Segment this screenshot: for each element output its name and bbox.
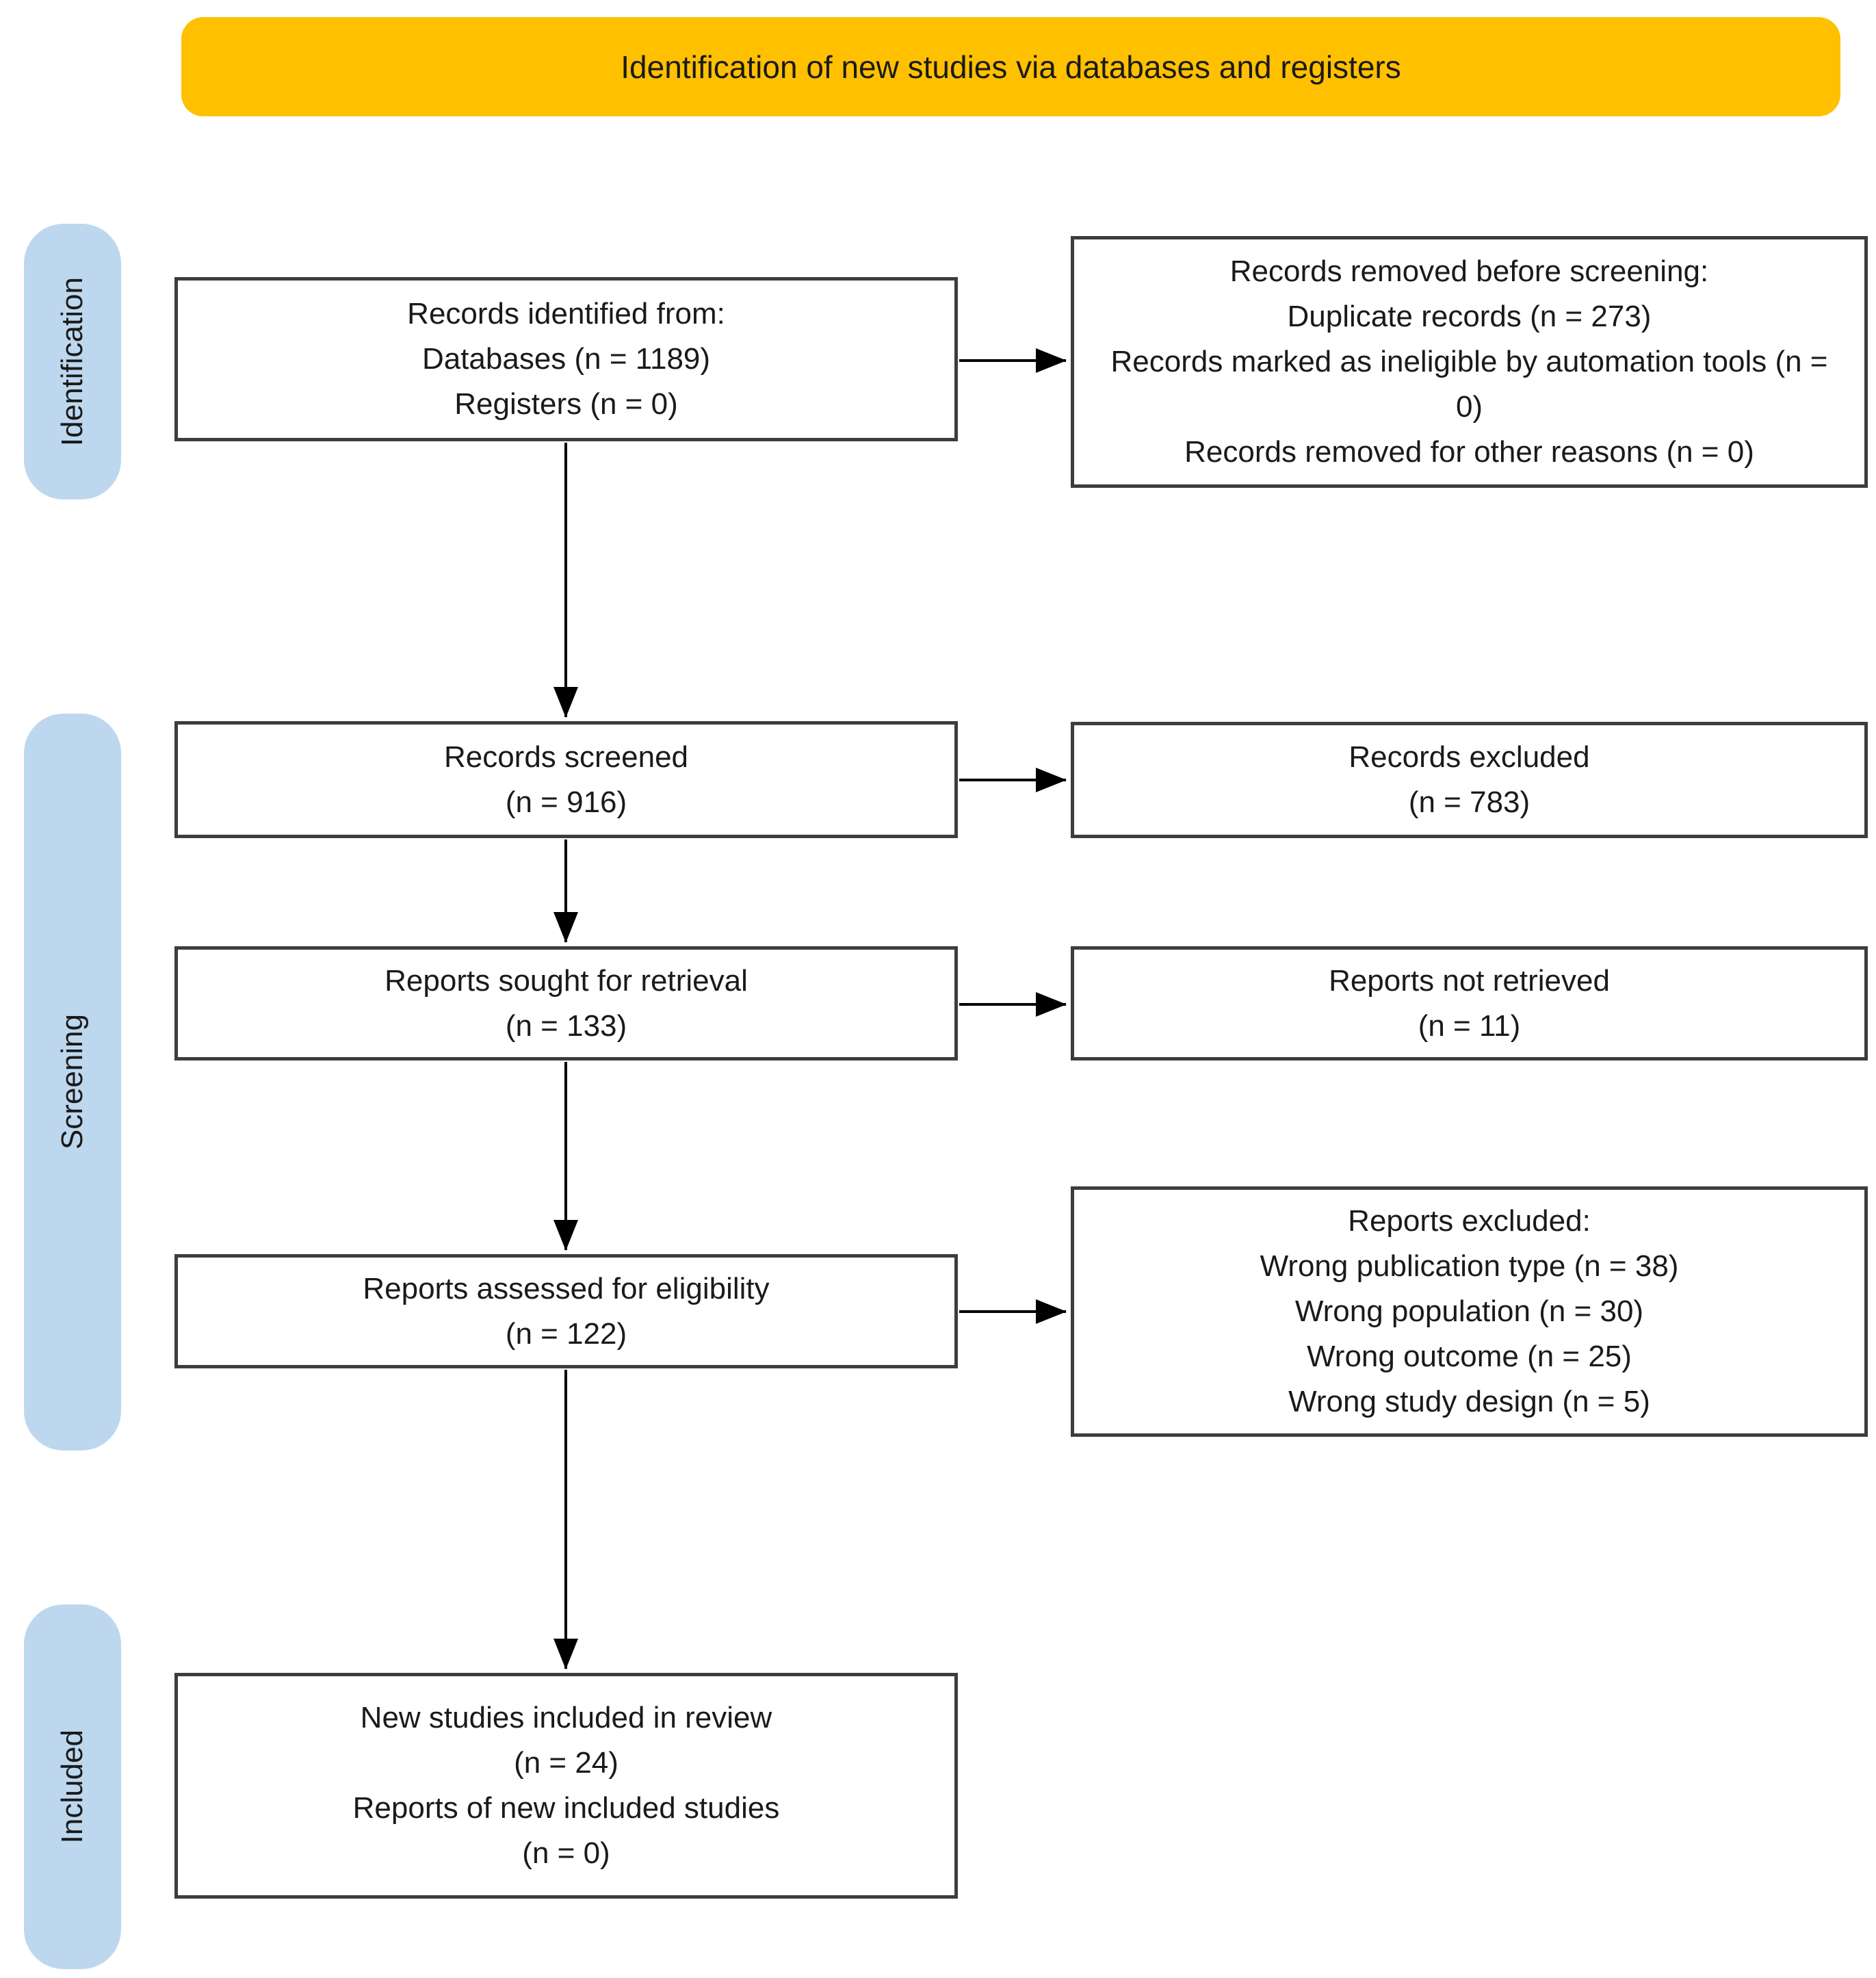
box-line: Reports sought for retrieval <box>385 963 748 998</box>
box-line: Reports assessed for eligibility <box>363 1271 770 1305</box>
box-line: Records marked as ineligible by automation tools (n = 0) <box>1110 345 1828 424</box>
box-line: Reports of new included studies <box>352 1791 780 1825</box>
box-line: Records screened <box>443 740 689 774</box>
box-line: Duplicate records (n = 273) <box>1287 300 1652 333</box>
stage-label-included <box>24 1604 121 1969</box>
box-reports-not-retrieved <box>1071 946 1868 1060</box>
box-line: New studies included in review <box>360 1701 772 1734</box>
box-line: (n = 11) <box>1418 1008 1521 1043</box>
box-line: (n = 122) <box>505 1316 627 1351</box>
box-line: Wrong study design (n = 5) <box>1288 1385 1650 1418</box>
box-line: Reports not retrieved <box>1329 963 1610 998</box>
box-reports-sought <box>174 946 958 1060</box>
box-line: Databases (n = 1189) <box>421 342 711 376</box>
box-records-screened <box>174 721 958 838</box>
banner-title <box>181 17 1840 116</box>
banner-title-text: Identification of new studies via databases and registers <box>621 49 1401 85</box>
box-reports-excluded <box>1071 1186 1868 1437</box>
box-line: (n = 916) <box>505 785 627 819</box>
box-new-studies <box>174 1673 958 1899</box>
box-line: Registers (n = 0) <box>454 387 678 421</box>
box-line: (n = 783) <box>1408 785 1530 819</box>
box-line: Reports excluded: <box>1348 1204 1591 1238</box>
stage-label-screening-text: Screening <box>55 1014 89 1150</box>
box-records-removed <box>1071 236 1868 488</box>
box-line: (n = 0) <box>522 1836 610 1870</box>
box-records-excluded <box>1071 722 1868 838</box>
stage-label-identification <box>24 224 121 499</box>
stage-label-screening <box>24 714 121 1450</box>
box-records-identified <box>174 277 958 441</box>
box-line: Records removed for other reasons (n = 0) <box>1184 435 1754 469</box>
box-line: Wrong population (n = 30) <box>1294 1294 1644 1328</box>
box-line: Wrong outcome (n = 25) <box>1307 1340 1632 1373</box>
box-line: (n = 24) <box>514 1746 618 1780</box>
box-line: Records excluded <box>1349 740 1590 774</box>
box-line: (n = 133) <box>505 1008 627 1043</box>
stage-label-included-text: Included <box>55 1730 89 1844</box>
stage-label-identification-text: Identification <box>55 276 89 447</box>
box-line: Records identified from: <box>407 297 725 330</box>
box-line: Wrong publication type (n = 38) <box>1260 1249 1679 1283</box>
box-line: Records removed before screening: <box>1229 255 1709 288</box>
box-reports-assessed <box>174 1254 958 1368</box>
